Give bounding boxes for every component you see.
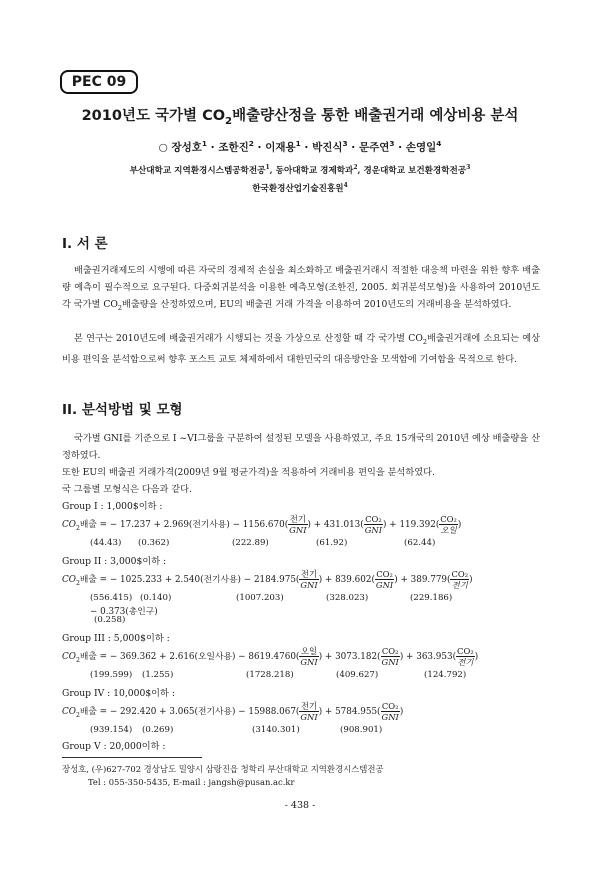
group-2-se: (328.023) (326, 593, 369, 603)
group-1-se: (61.92) (316, 538, 348, 548)
group-3-se: (199.599) (90, 670, 133, 680)
group-2-extra-term: − 0.373(총인구) (90, 607, 158, 617)
group-3-se: (124.792) (424, 670, 467, 680)
group-5-label: Group V : 20,000이하 : (62, 741, 166, 752)
footnote-divider (62, 757, 202, 758)
fraction: $\frac{\text{CO₂}}{\text{오일}}$ (440, 514, 457, 535)
fraction: $\frac{\text{전기}}{\text{GNI}}$ (300, 701, 318, 722)
group-4-se: (3140.301) (252, 725, 300, 735)
group-2-label: Group II : 3,000$이하 : (62, 556, 167, 567)
affiliation-line-2: 한국환경산업기술진흥원$^4$ (252, 182, 348, 194)
section-heading-introduction: I. 서 론 (62, 236, 108, 252)
fraction: $\frac{\text{오일}}{\text{GNI}}$ (300, 646, 318, 667)
fraction: $\frac{\text{CO₂}}{\text{GNI}}$ (375, 569, 394, 590)
group-4-se: (939.154) (90, 725, 133, 735)
fraction: $\frac{\text{CO₂}}{\text{GNI}}$ (381, 646, 399, 667)
session-badge: PEC 09 (60, 70, 138, 94)
methods-paragraph-3: 국 그룹별 모형식은 다음과 같다. (62, 484, 192, 495)
group-1-se: (0.362) (138, 538, 170, 548)
fraction: $\frac{\text{CO₂}}{\text{전기}}$ (457, 646, 474, 667)
group-1-equation: $CO_2$배출 = − 17.237 + 2.969(전기사용) − 1156.670( $\frac{\text{전기}}{\text{GNI}}$ ) + 431.013( $\frac{\text{CO₂}}{\text{GNI}}$ ) + 119.392( $\frac{\text{CO₂}}{\text{오일}}$ ) (62, 514, 462, 535)
group-1-label: Group I : 1,000$이하 : (62, 501, 163, 512)
group-1-se: (222.89) (232, 538, 269, 548)
group-3-equation: $CO_2$배출 = − 369.362 + 2.616(오일사용) − 8619.4760( $\frac{\text{오일}}{\text{GNI}}$ ) + 3073.182( $\frac{\text{CO₂}}{\text{GNI}}$ ) + 363.953( $\frac{\text{CO₂}}{\text{전기}}$ ) (62, 646, 479, 667)
group-3-se: (1728.218) (246, 670, 294, 680)
group-2-se: (229.186) (410, 593, 453, 603)
fraction: $\frac{\text{CO₂}}{\text{GNI}}$ (364, 514, 383, 535)
methods-paragraph-2: 또한 EU의 배출권 거래가격(2009년 9월 평균가격)을 적용하여 거래비용 편익을 분석하였다. (62, 467, 435, 478)
group-4-se: (908.901) (340, 725, 383, 735)
group-1-se: (62.44) (404, 538, 436, 548)
fraction: $\frac{\text{전기}}{\text{GNI}}$ (300, 569, 318, 590)
group-4-equation: $CO_2$배출 = − 292.420 + 3.065(전기사용) − 15988.067( $\frac{\text{전기}}{\text{GNI}}$ ) + 5784.955( $\frac{\text{CO₂}}{\text{GNI}}$ ) (62, 701, 404, 722)
group-4-se: (0.269) (142, 725, 174, 735)
affiliation-line-1: 부산대학교 지역환경시스템공학전공$^1$, 동아대학교 경제학과$^2$, 경운대학교 보건환경학전공$^3$ (129, 164, 471, 176)
group-2-se: (1007.203) (236, 593, 284, 603)
intro-paragraph-2: 본 연구는 2010년도에 배출권거래가 시행되는 것을 가상으로 산정할 때 각 국가별 $CO_2$배출권거래에 소요되는 예상 비용 편익을 분석함으로써 향후 포스트 교토 체제하에서 대한민국의 대응방안을 모색함에 기여함을 목적으로 한다. (62, 333, 540, 365)
methods-paragraph-1: 국가별 GNI를 기준으로 I ~VI그룹을 구분하여 설정된 모델을 사용하였고, 주요 15개국의 2010년 예상 배출량을 산정하였다. (62, 433, 540, 461)
fraction: $\frac{\text{CO₂}}{\text{전기}}$ (451, 569, 469, 590)
page-number: - 438 - (284, 800, 316, 811)
fraction: $\frac{\text{전기}}{\text{GNI}}$ (289, 514, 307, 535)
paper-title: 2010년도 국가별 $CO_2$배출량산정을 통한 배출권거래 예상비용 분석 (81, 108, 519, 127)
author-list: ○ 장성호$^1$ · 조한진$^2$ · 이재용$^1$ · 박진식$^3$ · 문주연$^3$ · 손영일$^4$ (158, 139, 442, 154)
group-2-se: (0.140) (140, 593, 172, 603)
group-4-label: Group IV : 10,000$이하 : (62, 688, 175, 699)
group-2-extra-se: (0.258) (94, 615, 126, 625)
group-3-label: Group III : 5,000$이하 : (62, 633, 170, 644)
footnote-address: 장성호, (우)627-702 경상남도 밀양시 삼랑진읍 청학리 부산대학교 지역환경시스템전공 (62, 764, 384, 774)
group-1-se: (44.43) (90, 538, 122, 548)
group-2-se: (556.415) (90, 593, 133, 603)
group-3-se: (409.627) (336, 670, 379, 680)
group-3-se: (1.255) (142, 670, 174, 680)
group-2-equation: $CO_2$배출 = − 1025.233 + 2.540(전기사용) − 2184.975( $\frac{\text{전기}}{\text{GNI}}$ ) + 839.602( $\frac{\text{CO₂}}{\text{GNI}}$ ) + 389.779( $\frac{\text{CO₂}}{\text{전기}}$ ) (62, 569, 473, 590)
footnote-contact: Tel : 055-350-5435, E-mail : jangsh@pusan.ac.kr (88, 777, 295, 787)
section-heading-methods: II. 분석방법 및 모형 (62, 402, 183, 418)
fraction: $\frac{\text{CO₂}}{\text{GNI}}$ (381, 701, 399, 722)
intro-paragraph-1: 배출권거래제도의 시행에 따른 자국의 경제적 손실을 최소화하고 배출권거래시 적절한 대응책 마련을 위한 향후 배출량 예측이 필수적으로 요구된다. 다중회귀분석을 이용한 예측모형(조한진, 2005. 회귀분석모형)을 사용하여 2010년도 각 국가별 $CO_2$배출량을 산정하였으며, EU의 배출권 거래 가격을 이용하여 2010년도의 거래비용을 분석하였다. (62, 265, 540, 312)
